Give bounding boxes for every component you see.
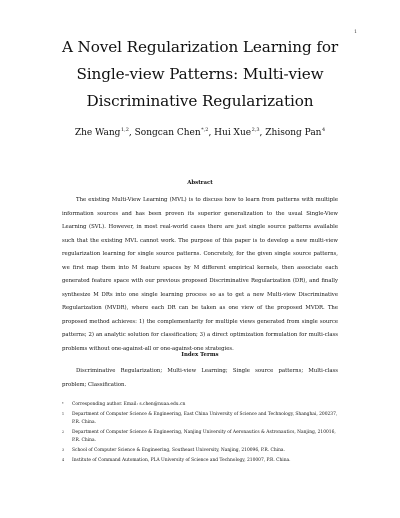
page-number: 1 [354, 30, 357, 35]
abstract-paragraph: The existing Multi-View Learning (MVL) is to discuss how to learn from patterns with multiple information sources and has been proven its superior generalization to the usual Single-View Learning (SVL). However, in most real-world cases there are just single source patterns available such that the existing MVL cannot work. The purpose of this paper is to develop a new multi-view regularization learning for single source patterns. Concretely, for the given single source patterns, we first map them into M feature spaces by M different empirical kernels, then associate each generated feature space with our previous proposed Discriminative Regularization (DR), and finally synthesize M DRs into one single learning process so as to get a new Multi-view Discriminative Regularization (MVDR), where each DR can be taken as one view of the proposed MVDR. The proposed method achieves: 1) the complementarity for multiple views generated from single source patterns; 2) an analytic solution for classification; 3) a direct optimization formulation for multi-class problems without one-against-all or one-against-one strategies. [62, 197, 338, 352]
footnote-mark: * [62, 402, 64, 406]
paper-title [0, 34, 400, 115]
author-name: Hui Xue [214, 128, 252, 138]
index-terms-body [62, 365, 338, 392]
title-line: A Novel Regularization Learning for [61, 38, 339, 56]
footnote-mark: 1 [62, 411, 65, 416]
author-name: Zhisong Pan [265, 128, 322, 138]
footnote [62, 429, 338, 446]
title-line: Single-view Patterns: Multi-view [76, 65, 324, 83]
index-terms-heading: Index Terms [181, 352, 219, 358]
footnote-text: Institute of Command Automation, PLA University of Science and Technology, 210007, P.R. China. [72, 457, 291, 463]
title-line: Discriminative Regularization [86, 92, 314, 110]
author-affiliation-mark: 1,2 [120, 127, 129, 133]
footnotes [62, 401, 338, 466]
author-name: Zhe Wang [74, 128, 121, 138]
footnote-text: Department of Computer Science & Engineering, Nanjing University of Aeronautics & Astronautics, Nanjing, 210016, P.R. China. [72, 429, 336, 444]
author-list: Zhe Wang$^{1,2}$, Songcan Chen$^{*,2}$, Hui Xue$^{2,3}$, Zhisong Pan$^4$ [74, 127, 326, 138]
footnote [62, 411, 338, 428]
footnote-mark: 3 [62, 448, 65, 453]
author-affiliation-mark: 2,3 [251, 127, 260, 133]
index-terms-paragraph: Discriminative Regularization; Multi-view Learning; Single source patterns; Multi-class problem; Classification. [62, 368, 338, 388]
footnote-text: School of Computer Science & Engineering, Southeast University, Nanjing, 210096, P.R. China. [72, 448, 285, 454]
author-name: Songcan Chen [134, 128, 201, 138]
author-affiliation-mark: 4 [321, 127, 326, 133]
footnote-mark: 2 [62, 429, 65, 434]
footnote [62, 447, 338, 456]
author-affiliation-mark: *,2 [201, 127, 209, 133]
footnote-mark: 4 [62, 457, 65, 462]
abstract-body [62, 194, 338, 356]
footnote [62, 457, 338, 466]
footnote-text: Corresponding author. Email: s.chen@nuaa.edu.cn [72, 402, 186, 407]
footnote-text: Department of Computer Science & Engineering, East China University of Science and Technology, Shanghai, 200237, P.R. China. [72, 411, 338, 426]
footnote [62, 401, 338, 410]
abstract-heading: Abstract [187, 180, 213, 186]
